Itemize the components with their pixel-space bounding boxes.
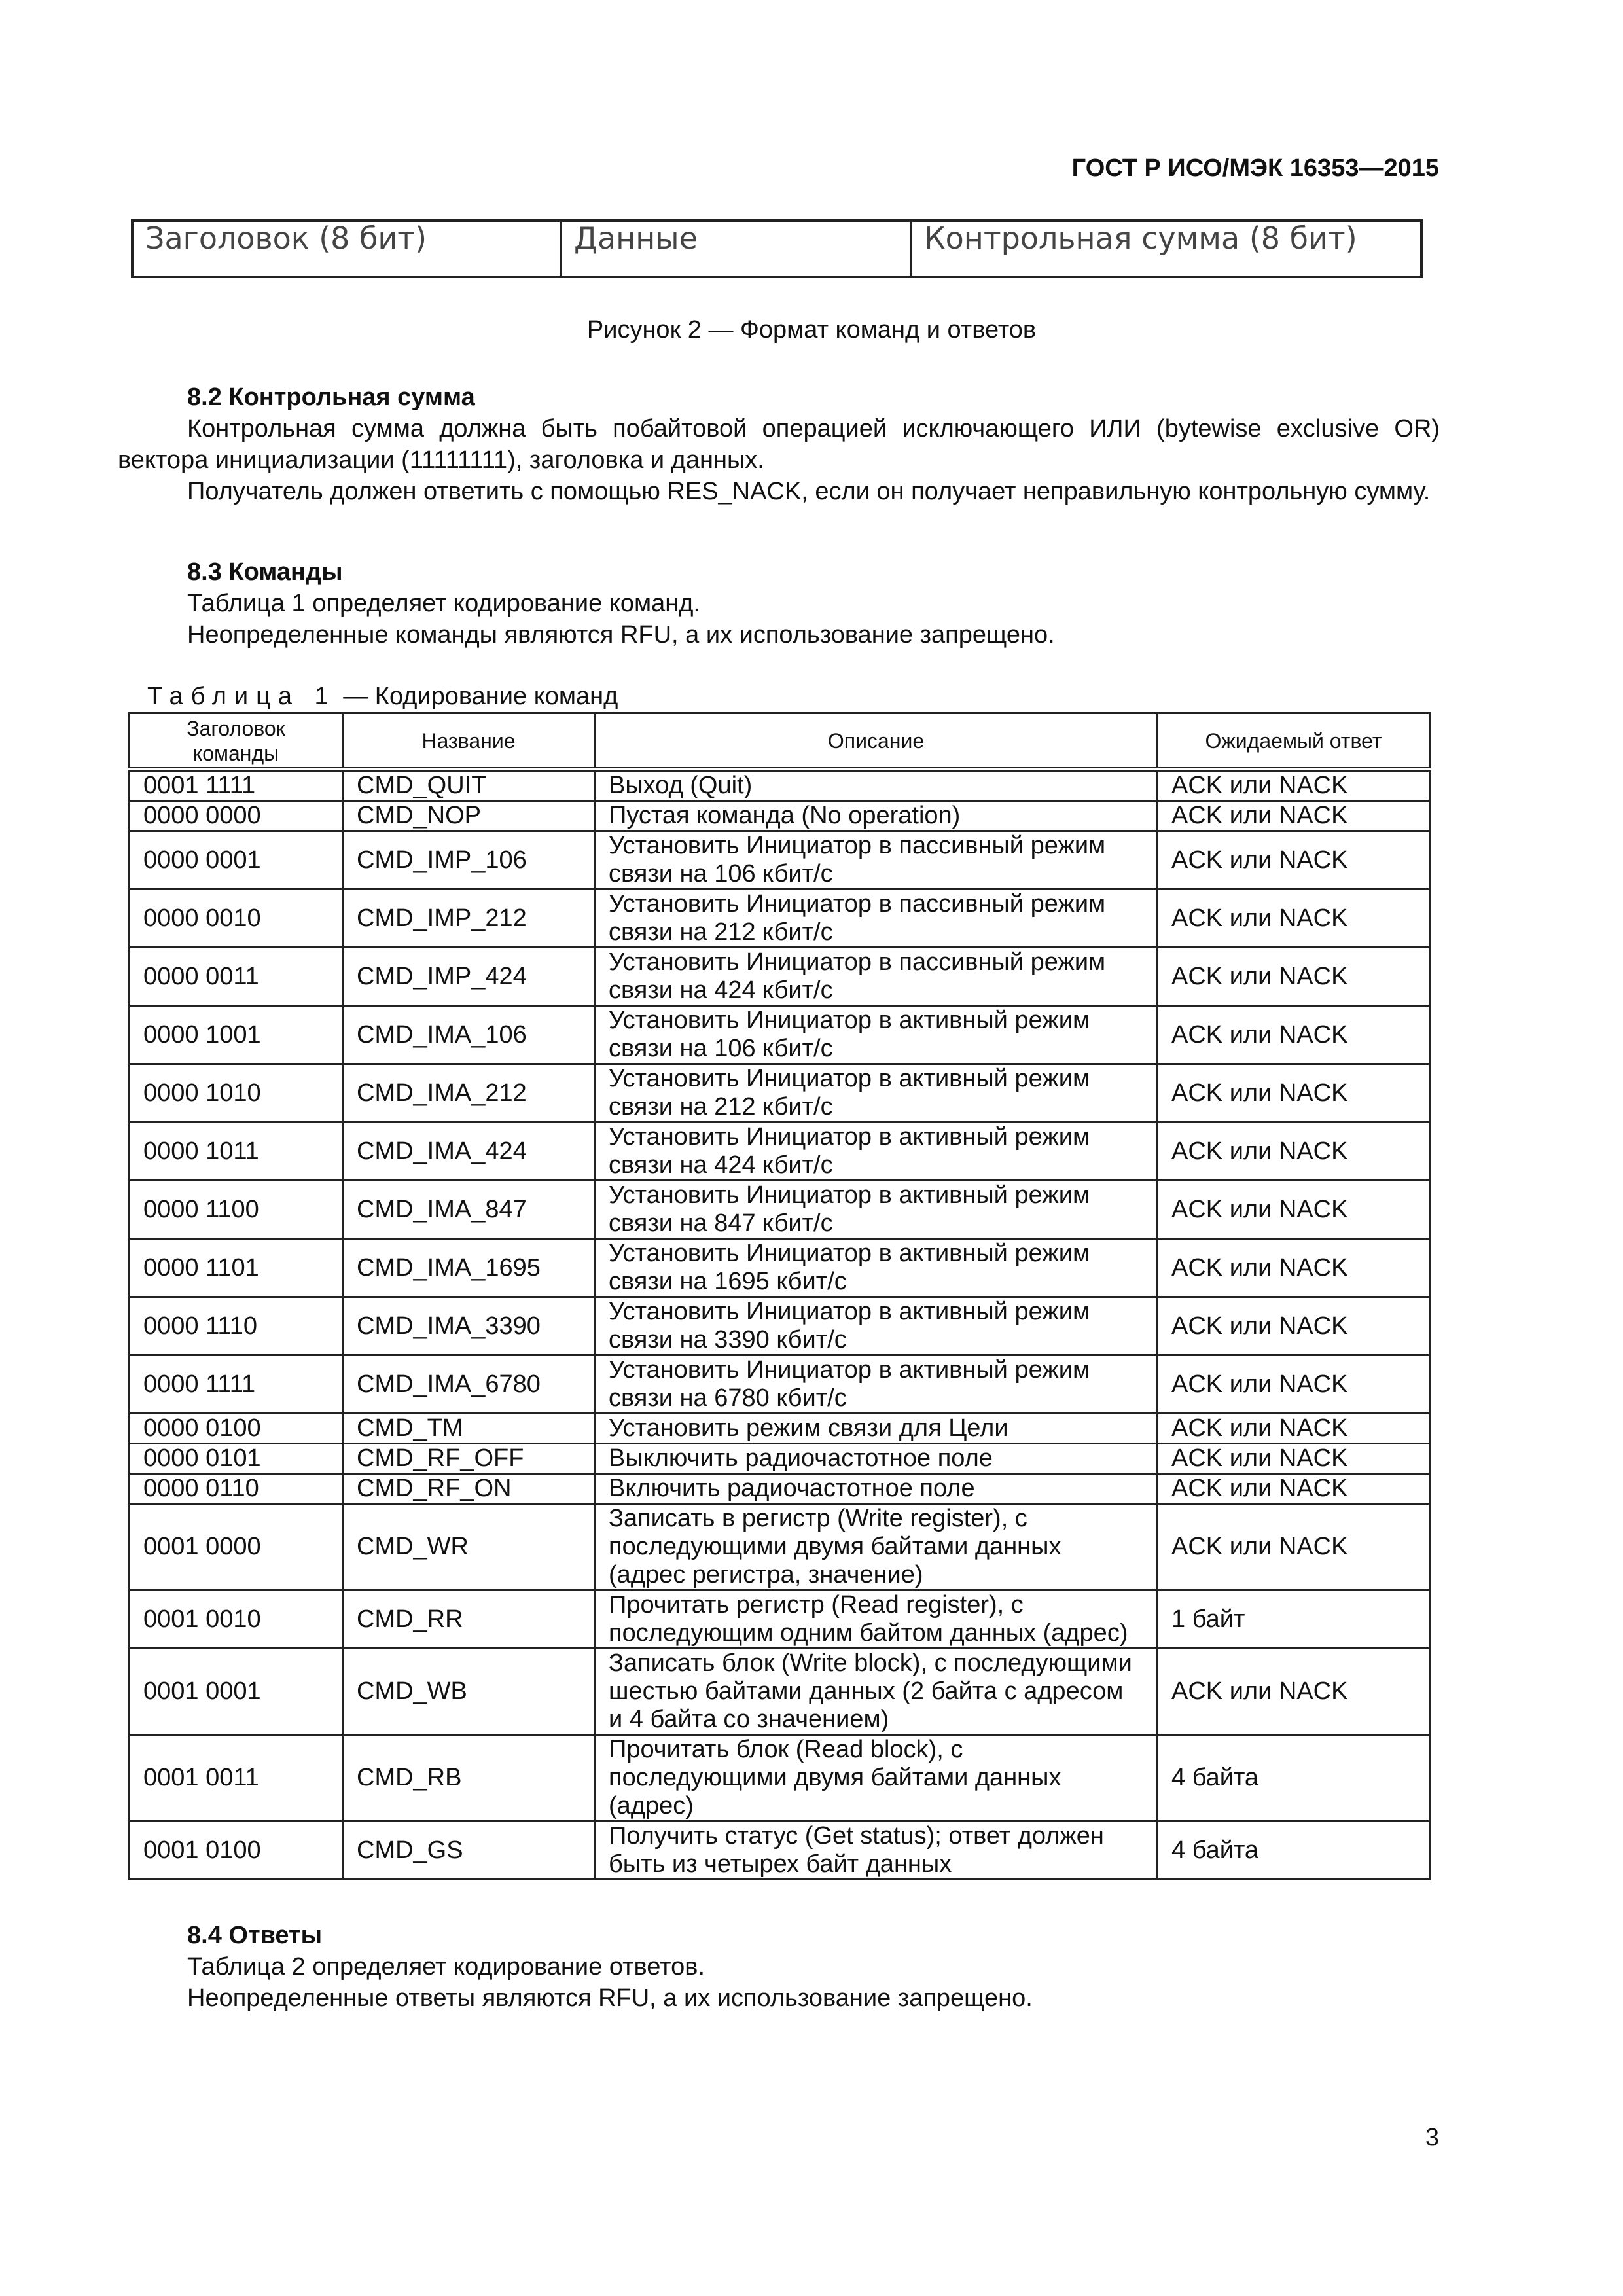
cell-description: Установить Инициатор в пассивный режим связи на 424 кбит/с [595, 948, 1158, 1006]
table-row [130, 1355, 1430, 1414]
cell-name: CMD_IMP_106 [343, 831, 595, 889]
table-caption-title: — Кодирование команд [336, 683, 618, 710]
commands-table [128, 712, 1431, 1880]
table-row [130, 1064, 1430, 1122]
cell-code: 0000 1001 [130, 1006, 343, 1064]
table-caption-prefix: Таблица 1 [147, 683, 336, 710]
cell-description: Установить Инициатор в активный режим связи на 847 кбит/с [595, 1181, 1158, 1239]
cell-name: CMD_RF_ON [343, 1474, 595, 1504]
cell-name: CMD_NOP [343, 801, 595, 831]
column-header: Ожидаемый ответ [1158, 713, 1430, 770]
cell-name: CMD_IMA_3390 [343, 1297, 595, 1355]
cell-name: CMD_IMA_847 [343, 1181, 595, 1239]
cell-code: 0000 1011 [130, 1122, 343, 1181]
page-number: 3 [1425, 2124, 1439, 2151]
cell-code: 0000 0101 [130, 1444, 343, 1474]
cell-name: CMD_RB [343, 1735, 595, 1821]
cell-description: Записать в регистр (Write register), с последующими двумя байтами данных (адрес регистра, значение) [595, 1504, 1158, 1590]
cell-response: ACK или NACK [1158, 770, 1430, 801]
cell-code: 0000 0110 [130, 1474, 343, 1504]
cell-response: ACK или NACK [1158, 1122, 1430, 1181]
cell-response: ACK или NACK [1158, 1006, 1430, 1064]
table-body [130, 770, 1430, 1880]
cell-description: Пустая команда (No operation) [595, 801, 1158, 831]
cell-response: 4 байта [1158, 1735, 1430, 1821]
cell-code: 0000 1101 [130, 1239, 343, 1297]
table-row [130, 1821, 1430, 1880]
cell-response: ACK или NACK [1158, 889, 1430, 948]
cell-code: 0000 1111 [130, 1355, 343, 1414]
cell-response: ACK или NACK [1158, 801, 1430, 831]
cell-name: CMD_QUIT [343, 770, 595, 801]
cell-name: CMD_IMA_212 [343, 1064, 595, 1122]
paragraph: Неопределенные команды являются RFU, а их использование запрещено. [187, 621, 1055, 649]
cell-response: ACK или NACK [1158, 831, 1430, 889]
paragraph: Неопределенные ответы являются RFU, а их использование запрещено. [187, 1984, 1033, 2012]
format-figure [131, 219, 1423, 278]
table-row [130, 1239, 1430, 1297]
cell-description: Прочитать регистр (Read register), с последующим одним байтом данных (адрес) [595, 1590, 1158, 1649]
cell-code: 0000 0000 [130, 801, 343, 831]
cell-response: ACK или NACK [1158, 1649, 1430, 1735]
cell-description: Установить Инициатор в активный режим связи на 1695 кбит/с [595, 1239, 1158, 1297]
cell-response: ACK или NACK [1158, 1181, 1430, 1239]
cell-name: CMD_TM [343, 1414, 595, 1444]
section-heading: 8.3 Команды [187, 558, 343, 586]
table-row [130, 1444, 1430, 1474]
table-row [130, 1649, 1430, 1735]
cell-code: 0000 0011 [130, 948, 343, 1006]
cell-code: 0001 0010 [130, 1590, 343, 1649]
section-commands [118, 556, 1440, 651]
cell-code: 0000 0010 [130, 889, 343, 948]
cell-code: 0001 1111 [130, 770, 343, 801]
table-row [130, 1297, 1430, 1355]
section-checksum [118, 382, 1440, 507]
cell-name: CMD_RR [343, 1590, 595, 1649]
cell-description: Прочитать блок (Read block), с последующими двумя байтами данных (адрес) [595, 1735, 1158, 1821]
cell-response: ACK или NACK [1158, 1355, 1430, 1414]
cell-description: Установить режим связи для Цели [595, 1414, 1158, 1444]
section-responses [118, 1920, 1440, 2014]
column-header: Название [343, 713, 595, 770]
cell-name: CMD_RF_OFF [343, 1444, 595, 1474]
table-row [130, 1504, 1430, 1590]
table-row [130, 1590, 1430, 1649]
paragraph: Получатель должен ответить с помощью RES_NACK, если он получает неправильную контрольную сумму. [187, 478, 1431, 505]
table-row [130, 889, 1430, 948]
standard-header: ГОСТ Р ИСО/МЭК 16353—2015 [1071, 154, 1439, 182]
cell-response: 1 байт [1158, 1590, 1430, 1649]
cell-code: 0000 1100 [130, 1181, 343, 1239]
cell-name: CMD_IMA_106 [343, 1006, 595, 1064]
cell-description: Установить Инициатор в пассивный режим связи на 106 кбит/с [595, 831, 1158, 889]
paragraph: Таблица 1 определяет кодирование команд. [187, 590, 700, 617]
table-row [130, 770, 1430, 801]
cell-response: ACK или NACK [1158, 1504, 1430, 1590]
cell-description: Установить Инициатор в активный режим связи на 6780 кбит/с [595, 1355, 1158, 1414]
cell-name: CMD_GS [343, 1821, 595, 1880]
cell-code: 0000 1010 [130, 1064, 343, 1122]
cell-code: 0001 0100 [130, 1821, 343, 1880]
table-row [130, 831, 1430, 889]
figure-cell-checksum: Контрольная сумма (8 бит) [911, 221, 1421, 277]
cell-description: Записать блок (Write block), с последующими шестью байтами данных (2 байта с адресом и 4 байта со значением) [595, 1649, 1158, 1735]
cell-name: CMD_WR [343, 1504, 595, 1590]
cell-response: ACK или NACK [1158, 1239, 1430, 1297]
cell-code: 0000 0001 [130, 831, 343, 889]
cell-code: 0001 0001 [130, 1649, 343, 1735]
column-header: Заголовок команды [130, 713, 343, 770]
cell-name: CMD_IMP_424 [343, 948, 595, 1006]
cell-code: 0001 0000 [130, 1504, 343, 1590]
cell-response: ACK или NACK [1158, 1474, 1430, 1504]
cell-name: CMD_IMP_212 [343, 889, 595, 948]
cell-response: 4 байта [1158, 1821, 1430, 1880]
cell-response: ACK или NACK [1158, 1414, 1430, 1444]
figure-cell-data: Данные [561, 221, 911, 277]
table-row [130, 1474, 1430, 1504]
cell-response: ACK или NACK [1158, 948, 1430, 1006]
cell-code: 0000 1110 [130, 1297, 343, 1355]
column-header: Описание [595, 713, 1158, 770]
table-row [130, 948, 1430, 1006]
paragraph: Таблица 2 определяет кодирование ответов. [187, 1953, 705, 1981]
table-header-row [130, 713, 1430, 770]
cell-description: Выход (Quit) [595, 770, 1158, 801]
cell-description: Установить Инициатор в пассивный режим связи на 212 кбит/с [595, 889, 1158, 948]
cell-description: Установить Инициатор в активный режим связи на 424 кбит/с [595, 1122, 1158, 1181]
cell-response: ACK или NACK [1158, 1297, 1430, 1355]
cell-code: 0001 0011 [130, 1735, 343, 1821]
section-heading: 8.4 Ответы [187, 1922, 323, 1949]
table-row [130, 1735, 1430, 1821]
figure-cell-header: Заголовок (8 бит) [132, 221, 561, 277]
table-row [130, 1181, 1430, 1239]
cell-name: CMD_IMA_424 [343, 1122, 595, 1181]
cell-description: Установить Инициатор в активный режим связи на 106 кбит/с [595, 1006, 1158, 1064]
section-heading: 8.2 Контрольная сумма [187, 384, 475, 411]
cell-code: 0000 0100 [130, 1414, 343, 1444]
cell-response: ACK или NACK [1158, 1064, 1430, 1122]
cell-name: CMD_WB [343, 1649, 595, 1735]
table-row [130, 801, 1430, 831]
figure-caption: Рисунок 2 — Формат команд и ответов [586, 316, 1037, 344]
cell-description: Установить Инициатор в активный режим связи на 212 кбит/с [595, 1064, 1158, 1122]
cell-name: CMD_IMA_1695 [343, 1239, 595, 1297]
table-row [130, 1414, 1430, 1444]
cell-name: CMD_IMA_6780 [343, 1355, 595, 1414]
cell-description: Выключить радиочастотное поле [595, 1444, 1158, 1474]
table-caption [147, 683, 618, 711]
paragraph: Контрольная сумма должна быть побайтовой операцией исключающего ИЛИ (bytewise exclusive OR) вектора инициализации (11111111), заголовка и данных. [118, 415, 1440, 474]
cell-response: ACK или NACK [1158, 1444, 1430, 1474]
format-figure-row [132, 221, 1421, 277]
cell-description: Установить Инициатор в активный режим связи на 3390 кбит/с [595, 1297, 1158, 1355]
cell-description: Включить радиочастотное поле [595, 1474, 1158, 1504]
table-row [130, 1122, 1430, 1181]
cell-description: Получить статус (Get status); ответ должен быть из четырех байт данных [595, 1821, 1158, 1880]
table-row [130, 1006, 1430, 1064]
